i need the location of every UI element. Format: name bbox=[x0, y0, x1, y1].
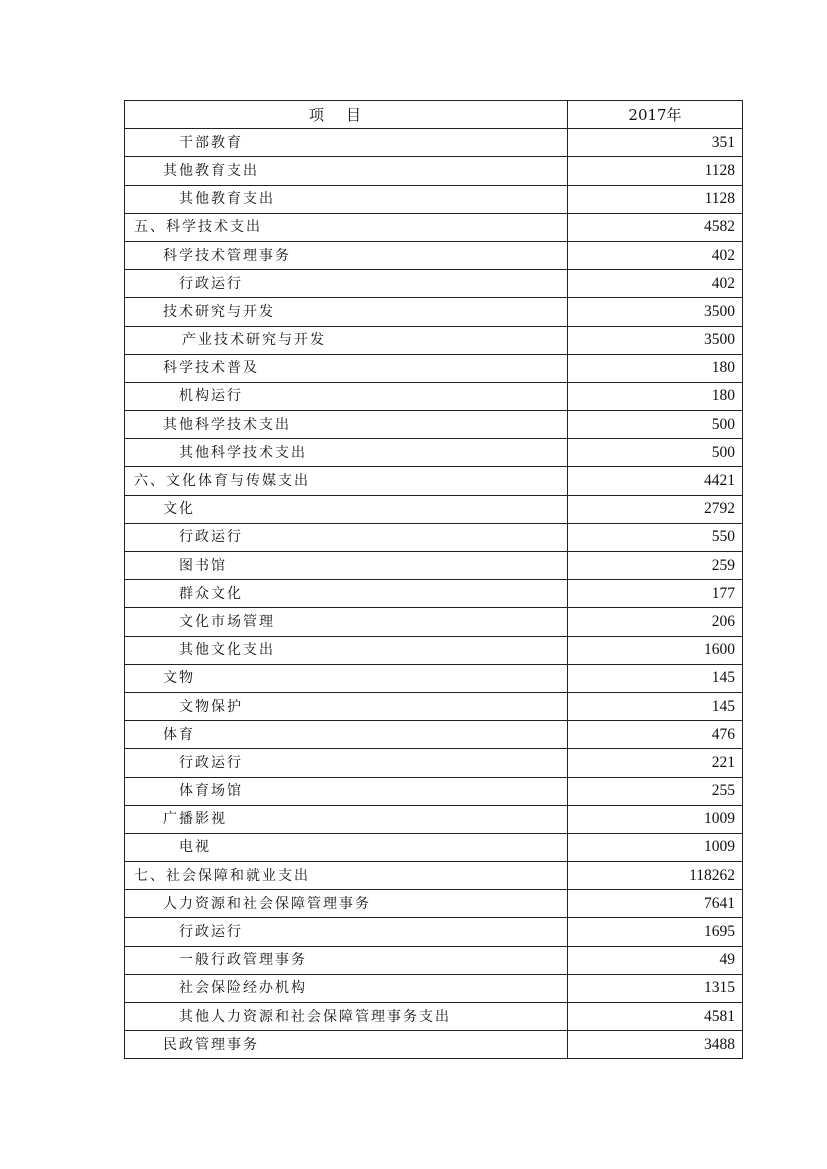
row-item: 人力资源和社会保障管理事务 bbox=[125, 890, 568, 918]
row-value: 4421 bbox=[568, 467, 743, 495]
table-row bbox=[125, 608, 743, 636]
table-body bbox=[125, 129, 743, 1059]
row-item: 文化市场管理 bbox=[125, 608, 568, 636]
row-item: 其他文化支出 bbox=[125, 636, 568, 664]
table-row bbox=[125, 552, 743, 580]
header-year: 2017年 bbox=[568, 101, 743, 129]
row-item: 电视 bbox=[125, 833, 568, 861]
row-item: 图书馆 bbox=[125, 552, 568, 580]
row-value: 180 bbox=[568, 354, 743, 382]
row-item: 体育 bbox=[125, 721, 568, 749]
row-item: 群众文化 bbox=[125, 580, 568, 608]
row-item: 产业技术研究与开发 bbox=[125, 326, 568, 354]
table-row bbox=[125, 946, 743, 974]
row-item: 干部教育 bbox=[125, 129, 568, 157]
row-value: 1315 bbox=[568, 974, 743, 1002]
row-value: 145 bbox=[568, 692, 743, 720]
row-value: 1128 bbox=[568, 185, 743, 213]
row-value: 1009 bbox=[568, 805, 743, 833]
table-row bbox=[125, 918, 743, 946]
table-row bbox=[125, 862, 743, 890]
table-row bbox=[125, 833, 743, 861]
table-row bbox=[125, 974, 743, 1002]
row-item: 文物 bbox=[125, 664, 568, 692]
row-item: 行政运行 bbox=[125, 918, 568, 946]
row-value: 145 bbox=[568, 664, 743, 692]
row-value: 177 bbox=[568, 580, 743, 608]
row-item: 科学技术管理事务 bbox=[125, 241, 568, 269]
table-row bbox=[125, 382, 743, 410]
row-value: 1695 bbox=[568, 918, 743, 946]
row-item: 社会保险经办机构 bbox=[125, 974, 568, 1002]
row-value: 500 bbox=[568, 411, 743, 439]
table-row bbox=[125, 523, 743, 551]
row-item: 五、科学技术支出 bbox=[125, 213, 568, 241]
table-row bbox=[125, 495, 743, 523]
row-item: 广播影视 bbox=[125, 805, 568, 833]
table-row bbox=[125, 354, 743, 382]
row-value: 3500 bbox=[568, 326, 743, 354]
row-value: 4581 bbox=[568, 1003, 743, 1031]
table-row bbox=[125, 185, 743, 213]
row-value: 49 bbox=[568, 946, 743, 974]
row-value: 1600 bbox=[568, 636, 743, 664]
row-value: 550 bbox=[568, 523, 743, 551]
table-row bbox=[125, 664, 743, 692]
table-row bbox=[125, 467, 743, 495]
row-item: 行政运行 bbox=[125, 749, 568, 777]
table-row bbox=[125, 326, 743, 354]
table-header bbox=[125, 101, 743, 129]
row-item: 其他教育支出 bbox=[125, 185, 568, 213]
table-row bbox=[125, 241, 743, 269]
row-item: 科学技术普及 bbox=[125, 354, 568, 382]
header-row bbox=[125, 101, 743, 129]
row-value: 351 bbox=[568, 129, 743, 157]
row-item: 文物保护 bbox=[125, 692, 568, 720]
table-row bbox=[125, 1031, 743, 1059]
row-item: 行政运行 bbox=[125, 270, 568, 298]
row-value: 1128 bbox=[568, 157, 743, 185]
table-row bbox=[125, 411, 743, 439]
row-value: 221 bbox=[568, 749, 743, 777]
row-value: 118262 bbox=[568, 862, 743, 890]
table-row bbox=[125, 721, 743, 749]
row-value: 476 bbox=[568, 721, 743, 749]
row-item: 六、文化体育与传媒支出 bbox=[125, 467, 568, 495]
header-item: 项目 bbox=[125, 101, 568, 129]
row-value: 206 bbox=[568, 608, 743, 636]
row-value: 3500 bbox=[568, 298, 743, 326]
row-value: 402 bbox=[568, 241, 743, 269]
row-value: 1009 bbox=[568, 833, 743, 861]
table-row bbox=[125, 580, 743, 608]
row-value: 402 bbox=[568, 270, 743, 298]
table-row bbox=[125, 749, 743, 777]
row-item: 其他科学技术支出 bbox=[125, 439, 568, 467]
row-item: 文化 bbox=[125, 495, 568, 523]
row-item: 其他教育支出 bbox=[125, 157, 568, 185]
table-row bbox=[125, 298, 743, 326]
table-row bbox=[125, 692, 743, 720]
table-row bbox=[125, 636, 743, 664]
table-row bbox=[125, 157, 743, 185]
budget-table bbox=[124, 100, 743, 1059]
table-row bbox=[125, 439, 743, 467]
row-value: 7641 bbox=[568, 890, 743, 918]
table-row bbox=[125, 129, 743, 157]
table-row bbox=[125, 890, 743, 918]
row-item: 技术研究与开发 bbox=[125, 298, 568, 326]
row-value: 2792 bbox=[568, 495, 743, 523]
table-row bbox=[125, 1003, 743, 1031]
row-item: 其他科学技术支出 bbox=[125, 411, 568, 439]
row-value: 3488 bbox=[568, 1031, 743, 1059]
row-item: 其他人力资源和社会保障管理事务支出 bbox=[125, 1003, 568, 1031]
table-row bbox=[125, 270, 743, 298]
table-row bbox=[125, 213, 743, 241]
row-item: 体育场馆 bbox=[125, 777, 568, 805]
row-item: 一般行政管理事务 bbox=[125, 946, 568, 974]
row-value: 259 bbox=[568, 552, 743, 580]
row-item: 行政运行 bbox=[125, 523, 568, 551]
row-value: 255 bbox=[568, 777, 743, 805]
row-item: 民政管理事务 bbox=[125, 1031, 568, 1059]
table-row bbox=[125, 805, 743, 833]
row-value: 4582 bbox=[568, 213, 743, 241]
row-item: 机构运行 bbox=[125, 382, 568, 410]
row-item: 七、社会保障和就业支出 bbox=[125, 862, 568, 890]
row-value: 180 bbox=[568, 382, 743, 410]
row-value: 500 bbox=[568, 439, 743, 467]
table-row bbox=[125, 777, 743, 805]
